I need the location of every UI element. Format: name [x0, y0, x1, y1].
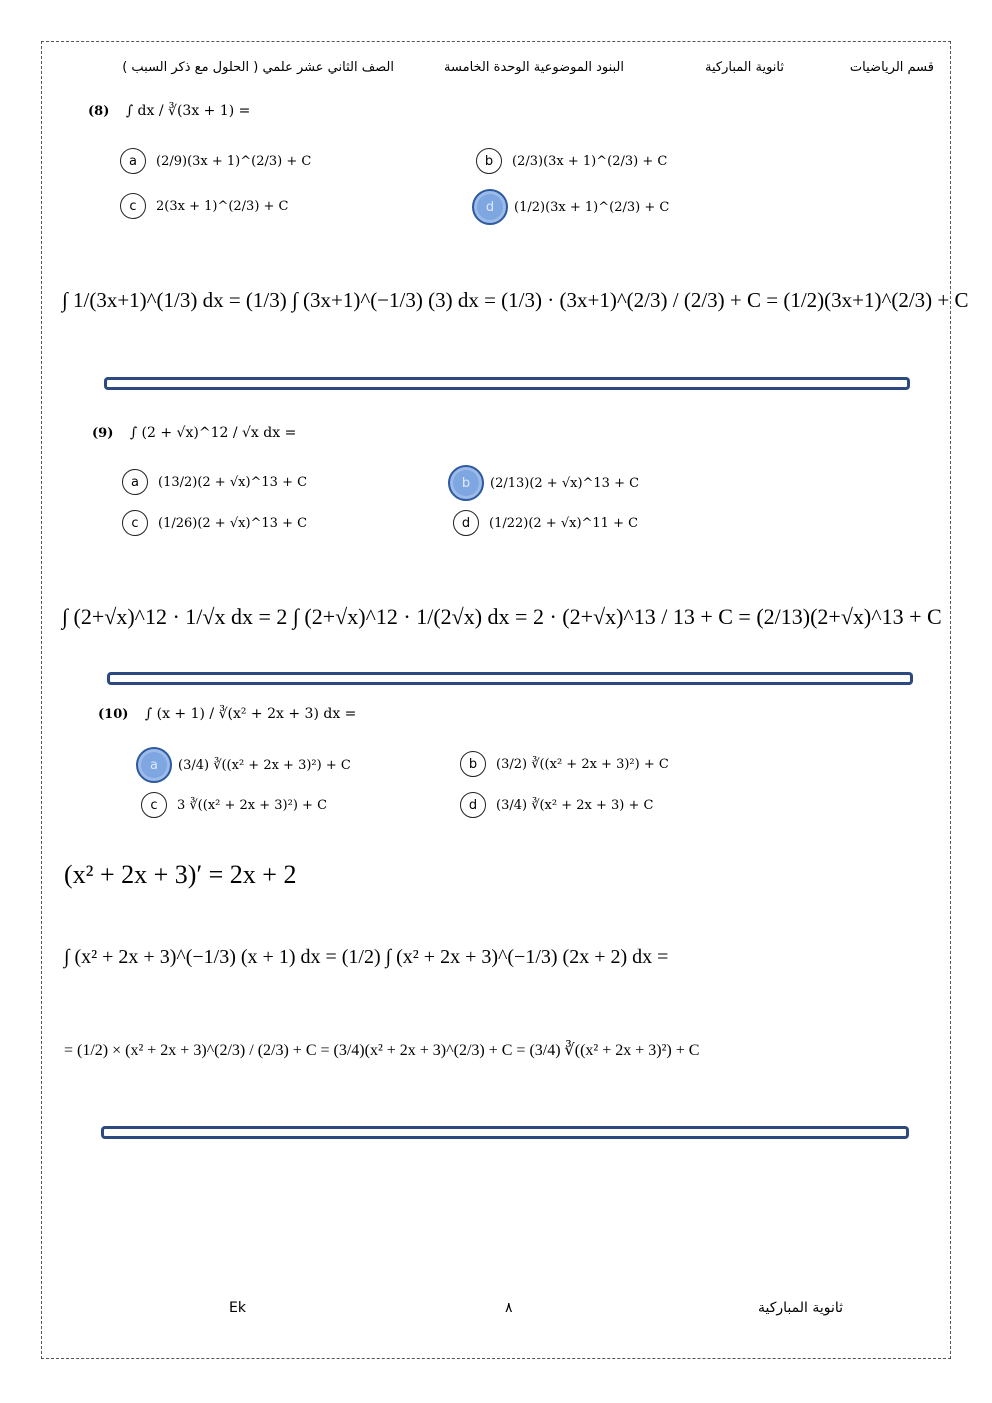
solution-line: = (1/2) × (x² + 2x + 3)^(2/3) / (2/3) + C = (3/4)(x² + 2x + 3)^(2/3) + C = (3/4) ∛((x² + 2x + 3)²) + C: [64, 1042, 700, 1059]
option-letter[interactable]: b: [448, 465, 484, 501]
option-d[interactable]: [460, 792, 653, 818]
solution-line: ∫ (x² + 2x + 3)^(−1/3) (x + 1) dx = (1/2) ∫ (x² + 2x + 3)^(−1/3) (2x + 2) dx =: [64, 946, 669, 968]
option-letter[interactable]: a: [136, 747, 172, 783]
option-letter[interactable]: b: [476, 148, 502, 174]
footer-author: Ek: [229, 1300, 246, 1316]
option-text: (1/2)(3x + 1)^(2/3) + C: [514, 199, 670, 215]
question-number: (10): [98, 707, 129, 722]
option-text: (1/22)(2 + √x)^11 + C: [489, 515, 639, 531]
separator: [107, 672, 913, 685]
option-d-selected[interactable]: [476, 189, 669, 225]
option-text: (2/3)(3x + 1)^(2/3) + C: [512, 153, 668, 169]
option-d[interactable]: [453, 510, 638, 536]
question-9: [92, 425, 296, 441]
question-8: [88, 103, 250, 119]
footer-page-number: ٨: [505, 1300, 513, 1316]
option-letter[interactable]: a: [122, 469, 148, 495]
option-letter[interactable]: c: [141, 792, 167, 818]
option-text: (3/2) ∛((x² + 2x + 3)²) + C: [496, 756, 669, 772]
option-c[interactable]: [122, 510, 307, 536]
question-10: [98, 706, 356, 722]
option-text: (13/2)(2 + √x)^13 + C: [158, 474, 308, 490]
solution-line: ∫ (2+√x)^12 · 1/√x dx = 2 ∫ (2+√x)^12 · 1/(2√x) dx = 2 · (2+√x)^13 / 13 + C = (2/13)(2+√x)^13 + C: [62, 604, 942, 629]
option-b[interactable]: [460, 751, 669, 777]
option-a[interactable]: [122, 469, 307, 495]
separator: [101, 1126, 909, 1139]
option-letter[interactable]: b: [460, 751, 486, 777]
header-topic: البنود الموضوعية الوحدة الخامسة: [444, 60, 624, 75]
option-a-selected[interactable]: [140, 747, 351, 783]
option-text: (2/9)(3x + 1)^(2/3) + C: [156, 153, 312, 169]
header-school: ثانوية المباركية: [705, 60, 784, 75]
question-prompt: ∫ dx / ∛(3x + 1) =: [125, 103, 251, 119]
page-border: [41, 41, 951, 1359]
option-text: (3/4) ∛((x² + 2x + 3)²) + C: [178, 757, 351, 773]
option-c[interactable]: [141, 792, 327, 818]
footer-school: ثانوية المباركية: [758, 1300, 844, 1316]
option-text: 2(3x + 1)^(2/3) + C: [156, 198, 289, 214]
option-c[interactable]: [120, 193, 289, 219]
header-department: قسم الرياضيات: [849, 60, 934, 75]
option-letter[interactable]: d: [460, 792, 486, 818]
option-text: (1/26)(2 + √x)^13 + C: [158, 515, 308, 531]
solution-line: ∫ 1/(3x+1)^(1/3) dx = (1/3) ∫ (3x+1)^(−1/3) (3) dx = (1/3) · (3x+1)^(2/3) / (2/3) + C = (1/2)(3x+1)^(2/3) + C: [62, 288, 969, 312]
option-b-selected[interactable]: [452, 465, 639, 501]
option-letter[interactable]: d: [472, 189, 508, 225]
question-prompt: ∫ (x + 1) / ∛(x² + 2x + 3) dx =: [144, 706, 357, 722]
solution-line: (x² + 2x + 3)′ = 2x + 2: [64, 860, 297, 889]
question-number: (8): [88, 104, 110, 119]
option-letter[interactable]: c: [120, 193, 146, 219]
header-grade: الصف الثاني عشر علمي ( الحلول مع ذكر السبب ): [122, 60, 394, 75]
option-text: (2/13)(2 + √x)^13 + C: [490, 475, 640, 491]
option-letter[interactable]: a: [120, 148, 146, 174]
separator: [104, 377, 910, 390]
option-text: (3/4) ∛(x² + 2x + 3) + C: [496, 797, 654, 813]
option-b[interactable]: [476, 148, 667, 174]
option-letter[interactable]: d: [453, 510, 479, 536]
option-a[interactable]: [120, 148, 311, 174]
question-prompt: ∫ (2 + √x)^12 / √x dx =: [129, 425, 297, 441]
option-text: 3 ∛((x² + 2x + 3)²) + C: [177, 797, 328, 813]
option-letter[interactable]: c: [122, 510, 148, 536]
question-number: (9): [92, 426, 114, 441]
